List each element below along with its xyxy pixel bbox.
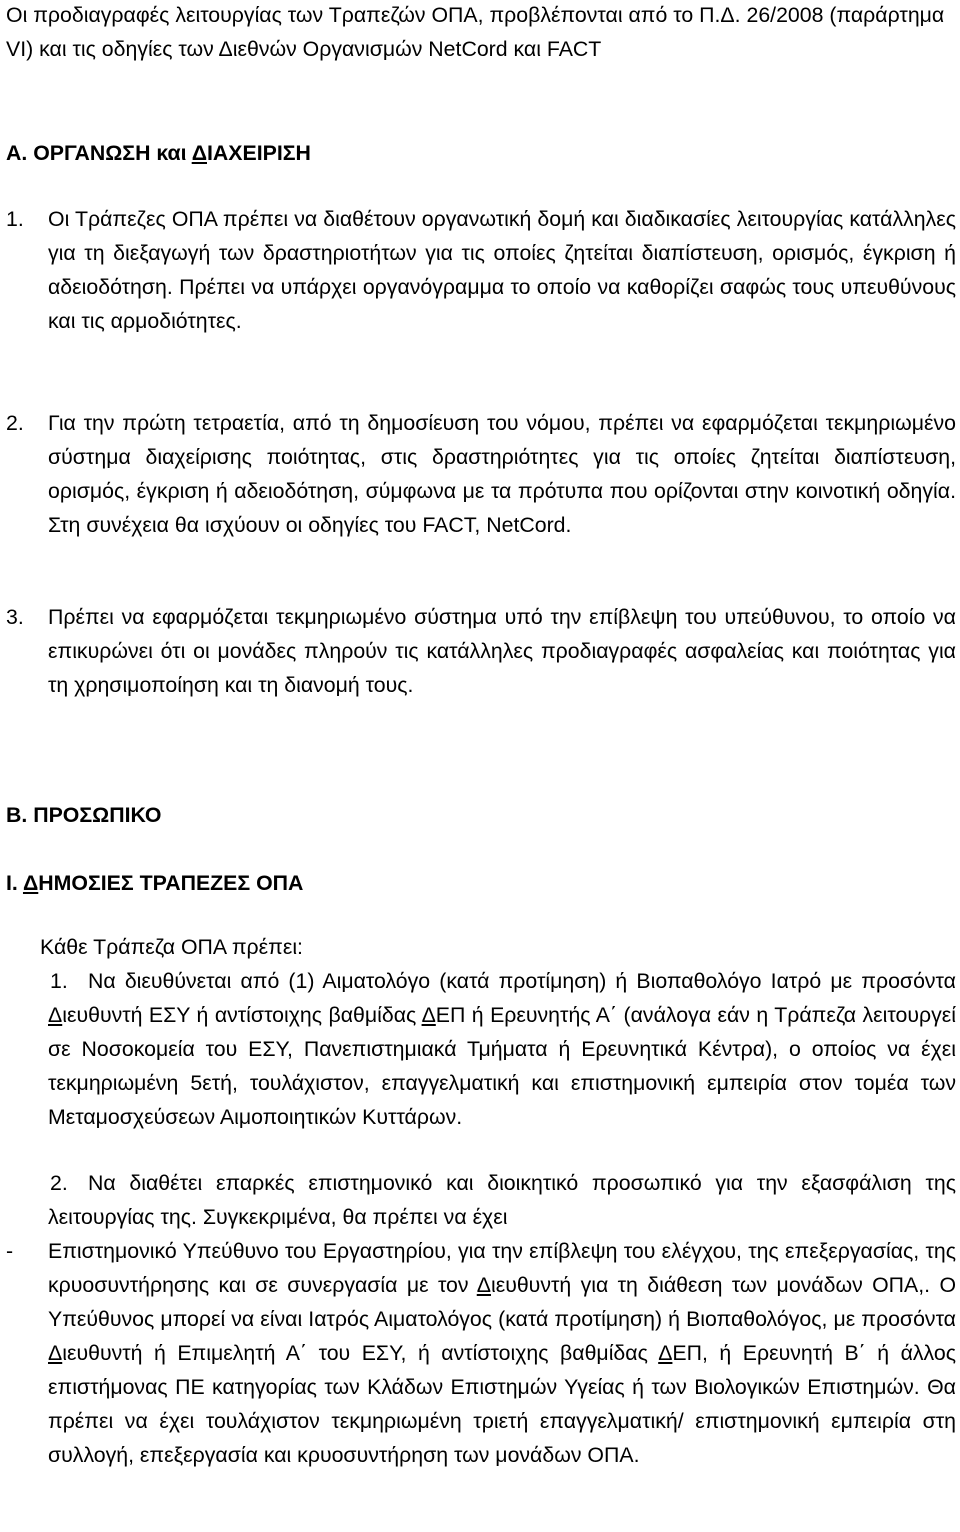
section-b-item-2-number — [50, 1166, 110, 1200]
item-text: Οι Τράπεζες ΟΠΑ πρέπει να διαθέτουν οργανωτική δομή και διαδικασίες λειτουργίας κατάλληλες για τη διεξαγωγή των δραστηριοτήτων για τις οποίες ζητείται διαπίστευση, ορισμός, έγκριση ή αδειοδότηση. Πρέπει να υπάρχει οργανόγραμμα το οποίο να καθορίζει σαφώς τους υπευθύνους και τις αρμοδιότητες. — [48, 207, 956, 333]
item-1-part-3: ΕΠ ή Ερευνητής Α΄ (ανάλογα εάν η Τράπεζα λειτουργεί σε Νοσοκομεία του ΕΣΥ, Πανεπιστημιακά Τμήματα ή Ερευνητικά Κέντρα), ο οποίος να έχει τεκμηριωμένη 5ετή, τουλάχιστον, επαγγελματική και επιστημονική εμπειρία στον τομέα των Μεταμοσχεύσεων Αιμοποιητικών Κυττάρων. — [48, 1003, 957, 1129]
item-text: Για την πρώτη τετραετία, από τη δημοσίευση του νόμου, πρέπει να εφαρμόζεται τεκμηριωμένο σύστημα διαχείρισης ποιότητας, στις δραστηριότητες για τις οποίες ζητείται διαπίστευση, ορισμός, έγκριση ή αδειοδότηση, σύμφωνα με τα πρότυπα που ορίζονται στην κοινοτική οδηγία. Στη συνέχεια θα ισχύουν οι οδηγίες του FACT, NetCord. — [48, 411, 956, 537]
dash-part-4: ΕΠ, ή Ερευνητή Β΄ ή άλλος επιστήμονας ΠΕ κατηγορίας των Κλάδων Επιστημών Υγείας ή των Βιολογικών Επιστημών. Θα πρέπει να έχει τουλάχιστον τεκμηριωμένη τριετή επαγγελματική/ επιστημονική εμπειρία στη συλλογή, επεξεργασία και κρυοσυντήρηση των μονάδων ΟΠΑ. — [48, 1341, 956, 1467]
dash-part-3: ιευθυντή ή Επιμελητή Α΄ του ΕΣΥ, ή αντίστοιχης βαθμίδας — [62, 1341, 659, 1365]
section-b-subheading-underlined: Δ — [22, 871, 39, 895]
section-b-item-1-first-line — [50, 964, 110, 998]
dash-underlined-1: Δ — [476, 1273, 491, 1297]
item-1-part-2: ιευθυντή ΕΣΥ ή αντίστοιχης βαθμίδας — [62, 1003, 422, 1027]
item-number: 3. — [6, 605, 24, 629]
section-b-subheading-rest: ΗΜΟΣΙΕΣ ΤΡΑΠΕΖΕΣ ΟΠΑ — [38, 871, 304, 895]
section-b-dash-item — [6, 1234, 956, 1472]
dash-bullet: - — [6, 1239, 14, 1263]
item-number: 1. — [50, 969, 68, 993]
section-b-lead — [40, 930, 840, 964]
section-b-item-1 — [48, 964, 956, 1134]
section-a-item-3 — [6, 600, 956, 702]
item-number: 2. — [50, 1171, 68, 1195]
section-b-lead-text: Κάθε Τράπεζα ΟΠΑ πρέπει: — [40, 935, 303, 959]
section-a-heading-rest: ΙΑΧΕΙΡΙΣΗ — [207, 141, 311, 165]
section-a-item-2 — [6, 406, 956, 542]
dash-item-text — [48, 1234, 956, 1472]
item-2-text: Να διαθέτει επαρκές επιστημονικό και διοικητικό προσωπικό για την εξασφάλιση της λειτουργίας της. Συγκεκριμένα, θα πρέπει να έχει — [48, 1171, 956, 1229]
dash-part-1: Επιστημονικό Υπεύθυνο του Εργαστηρίου, για την επίβλεψη του ελέγχου, της επεξεργασίας, της κρυοσυντήρησης και σε συνεργασία με τον — [48, 1239, 956, 1297]
item-number: 2. — [6, 411, 24, 435]
intro-text: Οι προδιαγραφές λειτουργίας των Τραπεζών ΟΠΑ, προβλέπονται από το Π.Δ. 26/2008 (παράρτημα VI) και τις οδηγίες των Διεθνών Οργανισμών NetCord και FACT — [6, 3, 945, 61]
dash-underlined-3: Δ — [658, 1341, 673, 1365]
item-1-underlined-1: Δ — [48, 1003, 63, 1027]
section-a-item-1 — [6, 202, 956, 338]
item-1-part-1: Να διευθύνεται από (1) Αιματολόγο (κατά προτίμηση) ή Βιοπαθολόγο Ιατρό με προσόντα — [88, 969, 956, 993]
dash-underlined-2: Δ — [48, 1341, 63, 1365]
section-a-heading — [6, 136, 906, 170]
section-b-subheading — [6, 866, 906, 900]
section-b-heading — [6, 798, 906, 832]
section-a-heading-underlined: Δ — [191, 141, 207, 165]
section-a-heading-prefix: Α. ΟΡΓΑΝΩΣΗ και — [6, 141, 192, 165]
item-text: Πρέπει να εφαρμόζεται τεκμηριωμένο σύστημα υπό την επίβλεψη του υπεύθυνου, το οποίο να επικυρώνει ότι οι μονάδες πληρούν τις κατάλληλες προδιαγραφές ασφαλείας και ποιότητας για τη χρησιμοποίηση και τη διανομή τους. — [48, 605, 956, 697]
section-b-subheading-prefix: Ι. — [6, 871, 23, 895]
dash-part-2: ιευθυντή για τη διάθεση των μονάδων ΟΠΑ,. Ο Υπεύθυνος μπορεί να είναι Ιατρός Αιματολόγος (κατά προτίμηση) ή Βιοπαθολόγος, με προσόντα — [48, 1273, 957, 1331]
item-1-underlined-2: Δ — [421, 1003, 436, 1027]
item-number: 1. — [6, 207, 24, 231]
section-b-item-2 — [48, 1166, 956, 1234]
intro-paragraph — [6, 0, 956, 66]
section-b-heading-text: Β. ΠΡΟΣΩΠΙΚΟ — [6, 803, 162, 827]
